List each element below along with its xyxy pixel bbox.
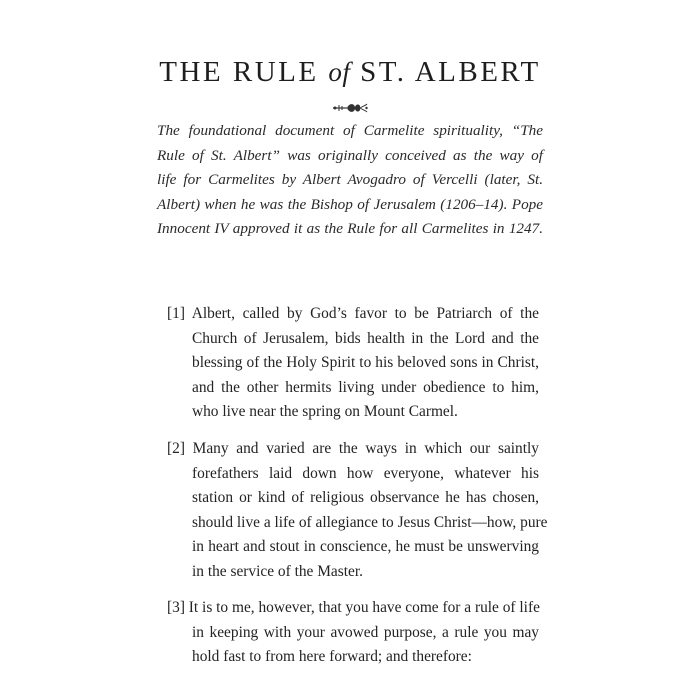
paragraph-1 (167, 302, 539, 425)
title-prefix: THE RULE (159, 56, 329, 88)
paragraph-line: in the service of the Master. (192, 562, 363, 580)
fleuron-ornament-icon (331, 100, 369, 116)
paragraph-line: [3] It is to me, however, that you have come for a rule of life (167, 599, 540, 616)
paragraph-line: Church of Jerusalem, bids health in the Lord and the (192, 329, 539, 347)
paragraph-line: hold fast to from here forward; and therefore: (192, 648, 472, 666)
paragraph-2 (167, 437, 548, 585)
paragraph-line: who live near the spring on Mount Carmel. (192, 403, 458, 421)
page-title (0, 54, 700, 90)
intro-line: The foundational document of Carmelite spirituality, “The (157, 122, 543, 139)
paragraph-line: should live a life of allegiance to Jesus Christ—how, pure (192, 513, 548, 531)
paragraph-line: [1] Albert, called by God’s favor to be Patriarch of the (167, 305, 539, 322)
intro-line: Innocent IV approved it as the Rule for all Carmelites in 1247. (157, 220, 543, 238)
paragraph-line: blessing of the Holy Spirit to his beloved sons in Christ, (192, 354, 539, 372)
paragraph-line: station or kind of religious observance he has chosen, (192, 489, 539, 507)
paragraph-3 (167, 596, 539, 670)
title-suffix: ST. ALBERT (350, 56, 541, 88)
introduction (157, 119, 543, 242)
intro-line: Rule of St. Albert” was originally conceived as the way of (157, 146, 543, 164)
title-of: of (328, 57, 351, 87)
paragraph-line: and the other hermits living under obedience to him, (192, 378, 539, 396)
paragraph-line: [2] Many and varied are the ways in which our saintly (167, 440, 539, 457)
intro-line: Albert) when he was the Bishop of Jerusalem (1206–14). Pope (157, 195, 543, 213)
paragraph-line: forefathers laid down how everyone, whatever his (192, 464, 539, 482)
paragraph-line: in keeping with your avowed purpose, a rule you may (192, 623, 539, 641)
intro-line: life for Carmelites by Albert Avogadro of Vercelli (later, St. (157, 171, 543, 189)
paragraph-line: in heart and stout in conscience, he must be unswerving (192, 538, 539, 556)
